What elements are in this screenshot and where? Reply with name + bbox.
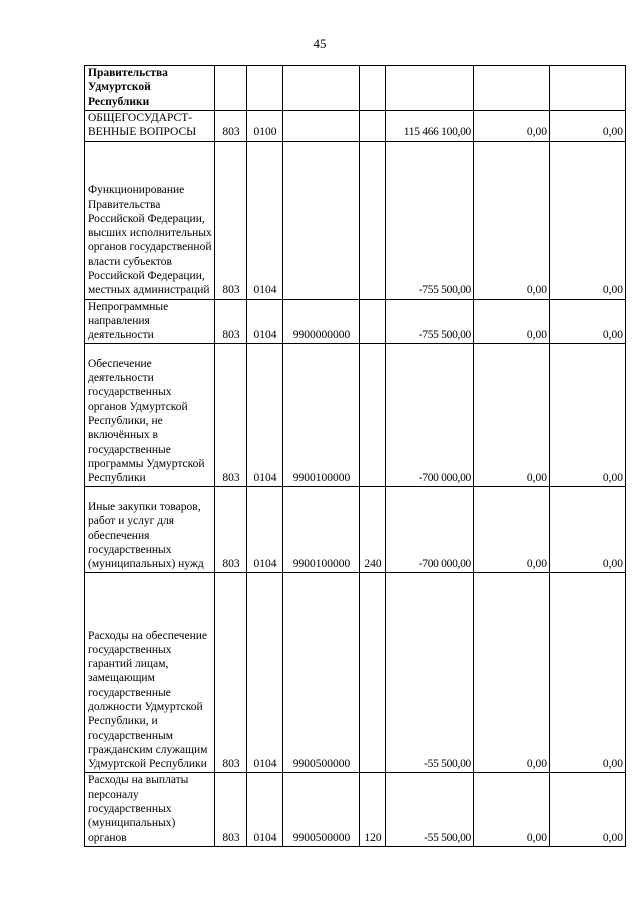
budget-table	[84, 65, 626, 847]
cell-target-article	[283, 66, 360, 111]
row-name-text: Иные закупки товаров, работ и услуг для обеспечения государственных (муниципальных) нужд	[88, 501, 204, 571]
cell-name	[85, 66, 215, 111]
cell-section: 0104	[247, 573, 283, 773]
cell-expense-type	[360, 299, 386, 344]
cell-ved: 803	[215, 573, 247, 773]
cell-amount: -755 500,00	[386, 141, 474, 299]
cell-amount-3: 0,00	[550, 111, 626, 142]
cell-section	[247, 66, 283, 111]
cell-ved: 803	[215, 773, 247, 846]
row-name-text: Функционирование Правительства Российской Федерации, высших исполнительных органов государственной власти субъектов Российской Федерации, местных администраций	[88, 184, 212, 297]
row-name-text: ОБЩЕГОСУДАРСТ-ВЕННЫЕ ВОПРОСЫ	[88, 112, 197, 139]
cell-amount: -55 500,00	[386, 573, 474, 773]
cell-section: 0100	[247, 111, 283, 142]
cell-amount: -700 000,00	[386, 487, 474, 573]
cell-amount: -55 500,00	[386, 773, 474, 846]
cell-ved: 803	[215, 111, 247, 142]
cell-amount-2: 0,00	[474, 573, 550, 773]
cell-name	[85, 487, 215, 573]
cell-amount	[386, 66, 474, 111]
page-number: 45	[313, 36, 327, 51]
cell-amount: -700 000,00	[386, 344, 474, 487]
table-row	[85, 111, 626, 142]
cell-section: 0104	[247, 773, 283, 846]
cell-target-article: 9900100000	[283, 487, 360, 573]
cell-expense-type: 240	[360, 487, 386, 573]
cell-name	[85, 773, 215, 846]
cell-amount: -755 500,00	[386, 299, 474, 344]
cell-ved: 803	[215, 344, 247, 487]
table-row	[85, 487, 626, 573]
cell-name	[85, 141, 215, 299]
cell-expense-type	[360, 111, 386, 142]
cell-amount-3: 0,00	[550, 573, 626, 773]
row-name-text: Обеспечение деятельности государственных органов Удмуртской Республики, не включённых в государственные программы Удмуртской Республики	[88, 357, 205, 485]
cell-amount: 115 466 100,00	[386, 111, 474, 142]
cell-target-article	[283, 111, 360, 142]
cell-section: 0104	[247, 299, 283, 344]
cell-expense-type	[360, 344, 386, 487]
table-row	[85, 66, 626, 111]
cell-amount-3: 0,00	[550, 299, 626, 344]
row-name-text: Правительства Удмуртской Республики	[88, 67, 168, 108]
cell-target-article: 9900500000	[283, 573, 360, 773]
cell-amount-3: 0,00	[550, 487, 626, 573]
cell-name	[85, 344, 215, 487]
cell-amount-3: 0,00	[550, 773, 626, 846]
cell-section: 0104	[247, 344, 283, 487]
cell-expense-type	[360, 573, 386, 773]
cell-name	[85, 299, 215, 344]
cell-section: 0104	[247, 487, 283, 573]
table-row	[85, 299, 626, 344]
table-row	[85, 773, 626, 846]
row-name-text: Расходы на выплаты персоналу государственных (муниципальных) органов	[88, 774, 189, 844]
cell-expense-type	[360, 141, 386, 299]
cell-amount-2: 0,00	[474, 141, 550, 299]
table-row	[85, 344, 626, 487]
cell-expense-type	[360, 66, 386, 111]
cell-amount-2	[474, 66, 550, 111]
cell-target-article: 9900100000	[283, 344, 360, 487]
cell-amount-2: 0,00	[474, 344, 550, 487]
cell-target-article: 9900500000	[283, 773, 360, 846]
cell-expense-type: 120	[360, 773, 386, 846]
cell-ved: 803	[215, 141, 247, 299]
cell-amount-3	[550, 66, 626, 111]
table-row	[85, 573, 626, 773]
row-name-text: Непрограммные направления деятельности	[88, 300, 169, 342]
cell-amount-2: 0,00	[474, 773, 550, 846]
cell-name	[85, 573, 215, 773]
cell-name	[85, 111, 215, 142]
cell-amount-2: 0,00	[474, 299, 550, 344]
cell-ved: 803	[215, 299, 247, 344]
cell-target-article	[283, 141, 360, 299]
cell-amount-2: 0,00	[474, 111, 550, 142]
cell-amount-3: 0,00	[550, 141, 626, 299]
cell-ved: 803	[215, 487, 247, 573]
row-name-text: Расходы на обеспечение государственных гарантий лицам, замещающим государственные должности Удмуртской Республики, и государственным гражданским служащим Удмуртской Республики	[88, 629, 208, 771]
cell-target-article: 9900000000	[283, 299, 360, 344]
table-row	[85, 141, 626, 299]
cell-amount-3: 0,00	[550, 344, 626, 487]
cell-ved	[215, 66, 247, 111]
cell-section: 0104	[247, 141, 283, 299]
cell-amount-2: 0,00	[474, 487, 550, 573]
